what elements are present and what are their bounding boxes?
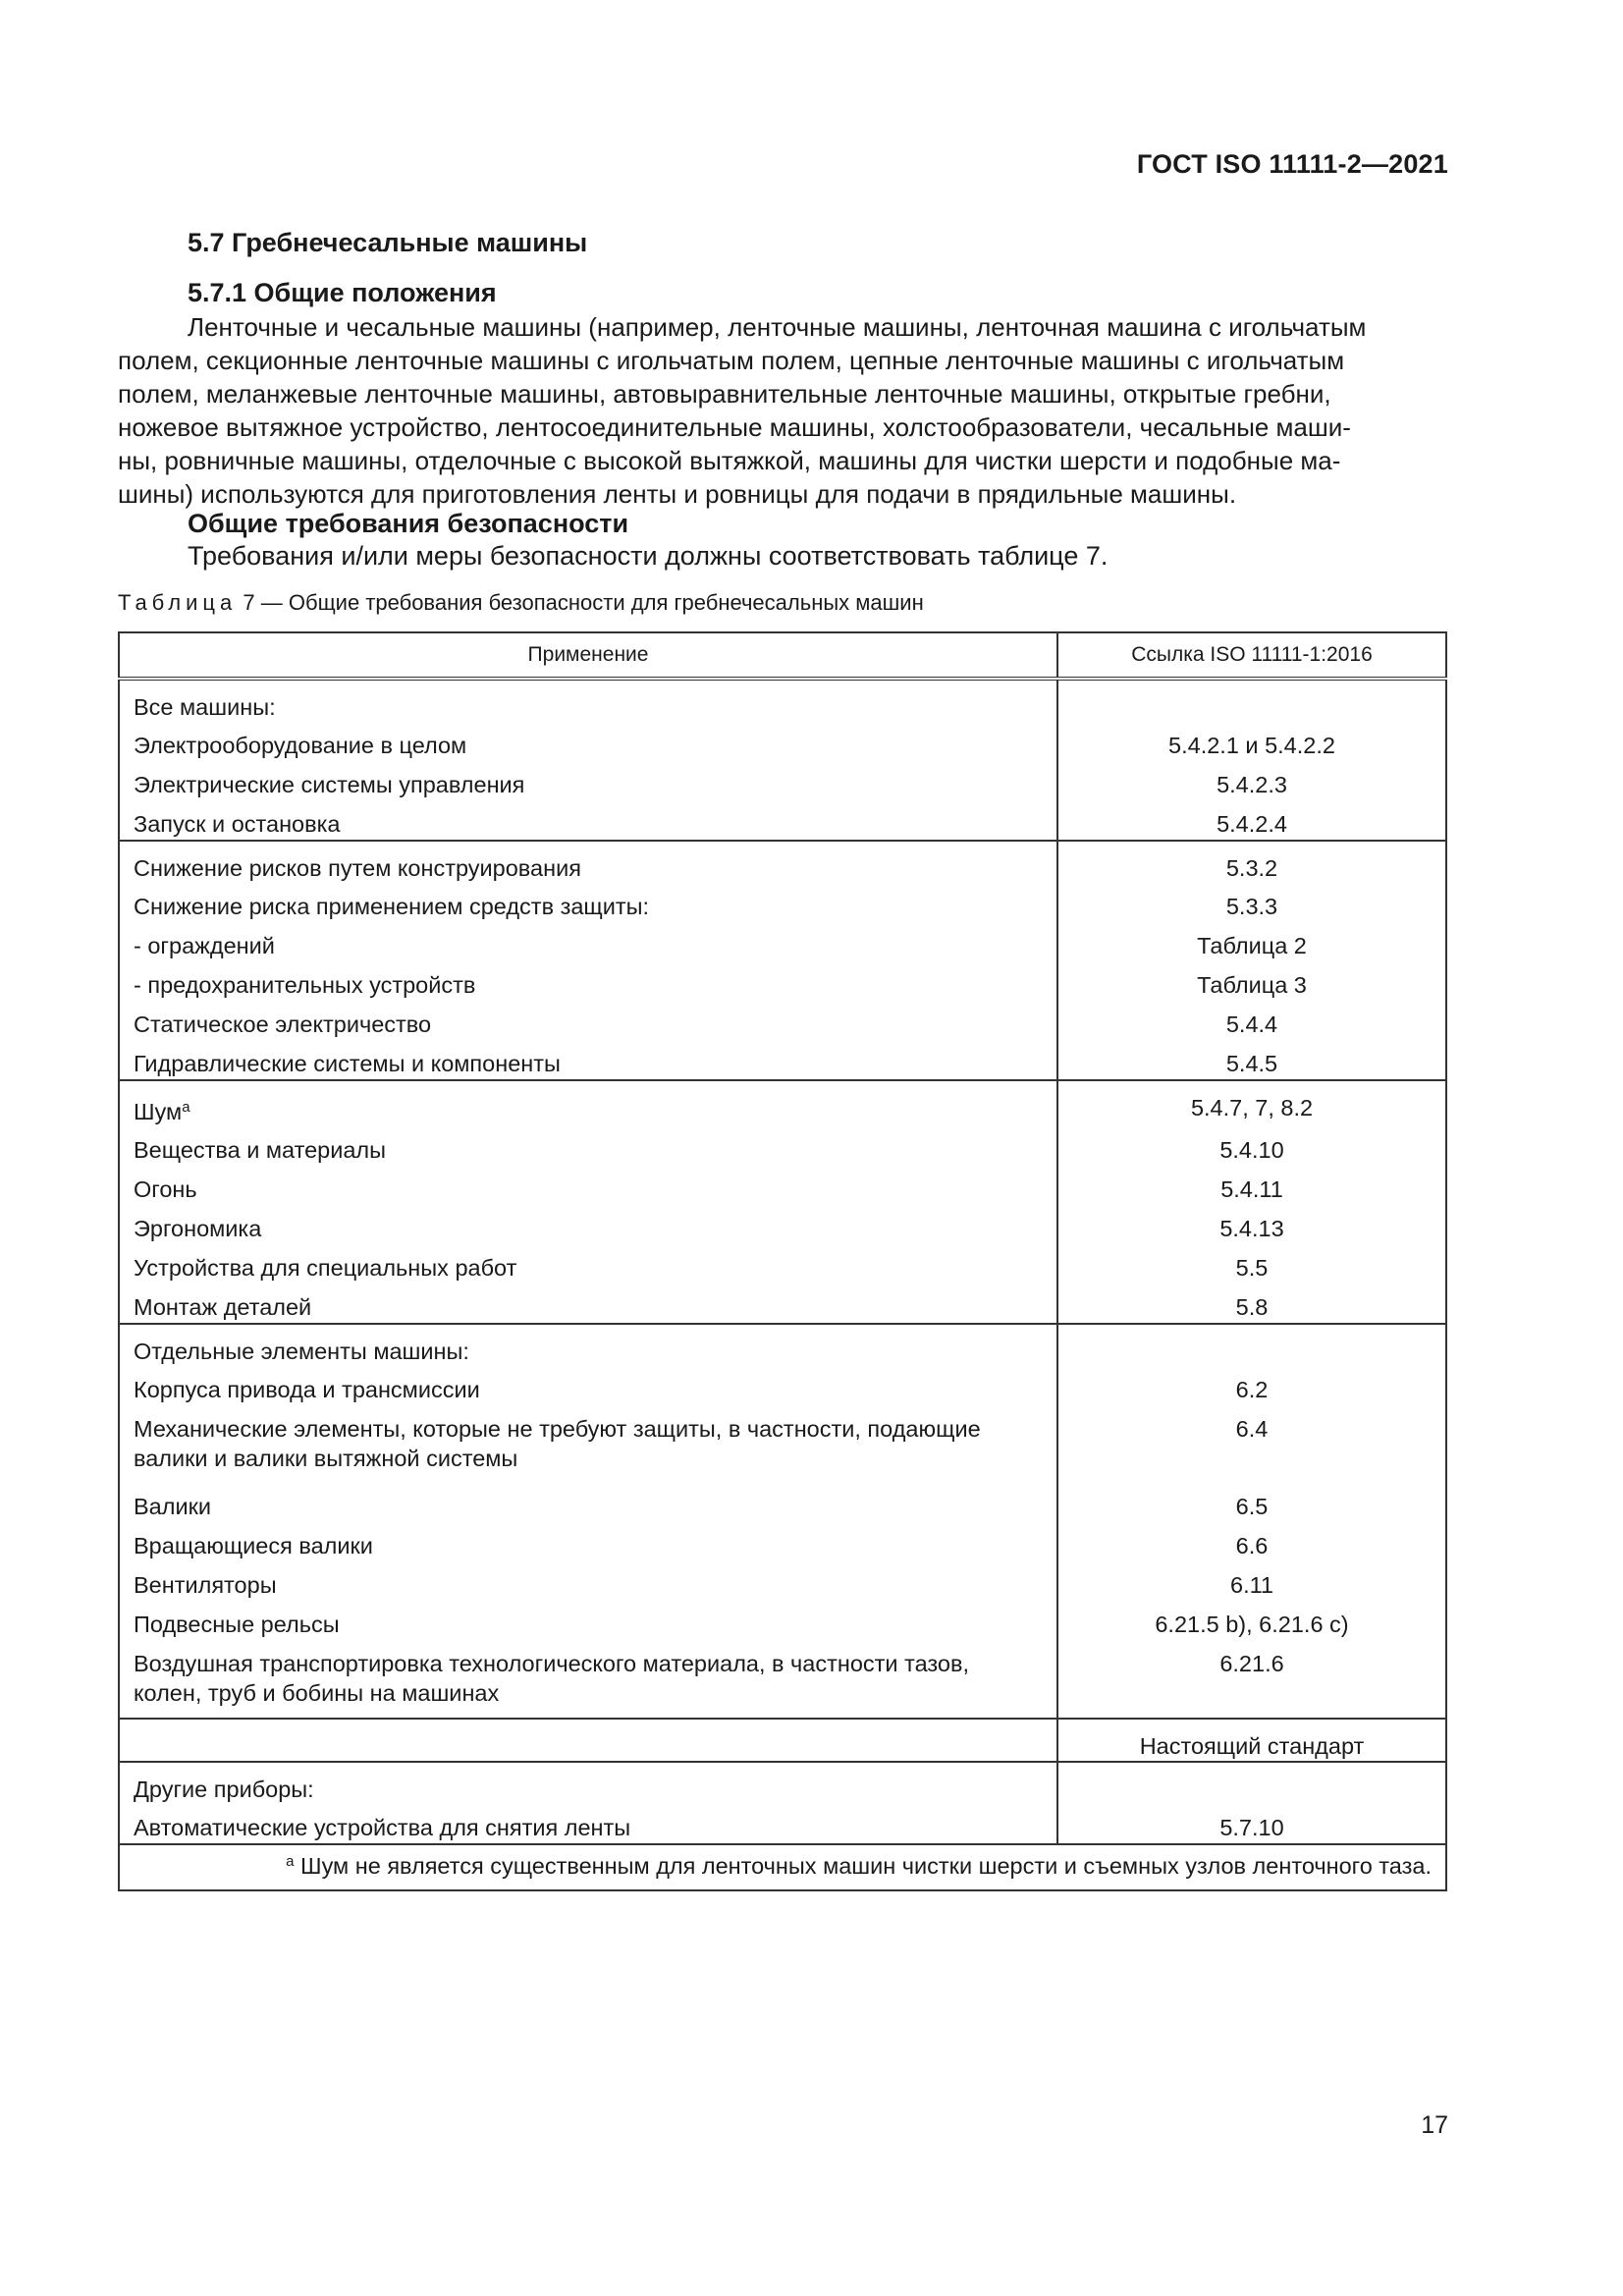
cell-application-content [120,681,1056,722]
paragraph-line: шины) используются для приготовления ленты и ровницы для подачи в прядильные машины. [118,479,1237,509]
table-caption-text: 7 — Общие требования безопасности для гребнечесальных машин [243,590,924,615]
reference-text: 6.2 [1235,1377,1269,1402]
cell-application [119,1640,1057,1719]
cell-reference [1057,883,1446,922]
application-text: Монтаж деталей [134,1294,312,1320]
cell-application [119,1001,1057,1040]
application-text: Валики [134,1494,211,1519]
cell-reference [1057,1366,1446,1405]
cell-application [119,679,1057,722]
cell-reference [1057,1284,1446,1324]
paragraph-line: полем, меланжевые ленточные машины, автовыравнительные ленточные машины, открытые гребни, [118,379,1331,409]
table-row [119,1640,1446,1719]
application-text: Снижение рисков путем конструирования [134,855,581,881]
cell-application [119,722,1057,761]
table-group [119,679,1446,841]
application-text: Устройства для специальных работ [134,1255,517,1281]
reference-text: Настоящий стандарт [1139,1733,1365,1759]
cell-application [119,1483,1057,1522]
table-row [119,1762,1446,1804]
application-text: Эргономика [134,1216,262,1241]
application-text: Запуск и остановка [134,811,341,837]
cell-application [119,1804,1057,1844]
cell-reference [1057,1719,1446,1762]
table-footnote-group [119,1844,1446,1890]
cell-application-content [120,1081,1056,1126]
cell-application-content [120,1040,1056,1079]
cell-application [119,841,1057,883]
table-group [119,1762,1446,1844]
cell-reference [1057,1601,1446,1640]
safety-heading: Общие требования безопасности [188,509,629,538]
application-text: Электрические системы управления [134,772,525,797]
table-row [119,1324,1446,1366]
cell-application [119,961,1057,1001]
column-header-application: Применение [119,632,1057,679]
cell-reference [1057,1080,1446,1126]
section-title: 5.7 Гребнечесальные машины [188,228,588,257]
application-text: Вращающиеся валики [134,1533,373,1558]
application-text: - ограждений [134,933,275,958]
cell-application [119,883,1057,922]
application-text: Огонь [134,1176,197,1202]
reference-text: 6.21.6 [1219,1651,1284,1676]
cell-application-content [120,1284,1056,1323]
reference-text: 5.4.10 [1219,1137,1284,1163]
table-row [119,1804,1446,1844]
reference-text: 5.4.2.3 [1217,772,1287,797]
cell-reference [1057,922,1446,961]
column-header-reference: Ссылка ISO 11111-1:2016 [1057,632,1446,679]
application-text: Шум [134,1099,183,1124]
cell-reference [1057,1205,1446,1244]
cell-application-content [120,1001,1056,1040]
cell-application [119,1522,1057,1561]
page-number: 17 [1421,2111,1448,2139]
cell-application-content [120,722,1056,761]
cell-application [119,1166,1057,1205]
cell-application-content [120,1405,1056,1483]
cell-reference [1057,1640,1446,1719]
cell-application-content [120,1640,1056,1718]
cell-application [119,1719,1057,1762]
cell-application-content [120,842,1056,883]
cell-application [119,1080,1057,1126]
paragraph-line: ны, ровничные машины, отделочные с высокой вытяжкой, машины для чистки шерсти и подобные ма- [118,446,1341,475]
application-text: Воздушная транспортировка технологического материала, в частности тазов, колен, труб и бобины на машинах [134,1651,969,1706]
table-row [119,1522,1446,1561]
intro-paragraph [118,310,1447,511]
reference-text: 5.4.2.1 и 5.4.2.2 [1168,733,1335,758]
footnote-text: Шум не является существенным для ленточных машин чистки шерсти и съемных узлов ленточного таза. [300,1853,1432,1879]
reference-text: 5.7.10 [1219,1815,1284,1840]
cell-application [119,1040,1057,1080]
cell-application [119,1601,1057,1640]
application-text: Корпуса привода и трансмиссии [134,1377,480,1402]
table-row [119,1080,1446,1126]
footnote-marker: a [182,1099,190,1116]
application-text: Отдельные элементы машины: [134,1339,469,1364]
cell-reference [1057,1126,1446,1166]
cell-reference [1057,1166,1446,1205]
reference-text [1058,1325,1445,1364]
cell-application-content [120,1325,1056,1366]
cell-application-content [120,922,1056,961]
cell-application [119,1762,1057,1804]
table-group [119,1324,1446,1719]
reference-text [1058,1763,1445,1802]
table-row [119,1284,1446,1324]
application-text: Подвесные рельсы [134,1612,340,1637]
cell-application [119,1244,1057,1284]
cell-application-content [120,1205,1056,1244]
cell-application-content [120,1522,1056,1561]
cell-application-content [120,1366,1056,1405]
reference-text: 5.4.2.4 [1217,811,1287,837]
application-text: Снижение риска применением средств защиты: [134,894,650,919]
table-row [119,1001,1446,1040]
table-row [119,922,1446,961]
reference-text: 5.8 [1235,1294,1269,1320]
cell-reference [1057,761,1446,800]
cell-reference [1057,1001,1446,1040]
table-row [119,679,1446,722]
cell-reference [1057,961,1446,1001]
paragraph-line: полем, секционные ленточные машины с игольчатым полем, цепные ленточные машины с игольчатым [118,346,1345,375]
cell-application [119,800,1057,841]
table-row [119,761,1446,800]
cell-application [119,1126,1057,1166]
cell-application-content [120,761,1056,800]
reference-text: 5.4.4 [1225,1011,1278,1037]
subsection-title: 5.7.1 Общие положения [188,278,497,307]
cell-application-content [120,961,1056,1001]
application-text: Вентиляторы [134,1572,277,1598]
table-footnote [119,1844,1446,1890]
table-group [119,1719,1446,1762]
cell-application-content [120,1126,1056,1166]
cell-application [119,761,1057,800]
table-header-row [119,632,1446,679]
table-group [119,1080,1446,1324]
reference-text: 5.4.7, 7, 8.2 [1190,1095,1314,1121]
table-row [119,883,1446,922]
table-row [119,722,1446,761]
cell-application-content [120,1561,1056,1601]
table-row [119,1366,1446,1405]
cell-application [119,922,1057,961]
paragraph-line: Ленточные и чесальные машины (например, ленточные машины, ленточная машина с игольчатым [188,312,1367,342]
cell-reference [1057,722,1446,761]
application-text: Другие приборы: [134,1777,314,1802]
table-row [119,1483,1446,1522]
application-text: Автоматические устройства для снятия ленты [134,1815,631,1840]
table-caption-label: Таблица [118,590,238,615]
cell-reference [1057,679,1446,722]
cell-reference [1057,841,1446,883]
cell-application-content [120,1244,1056,1284]
document-header: ГОСТ ISO 11111-2—2021 [1136,149,1448,179]
cell-reference [1057,1483,1446,1522]
application-text: Электрооборудование в целом [134,733,467,758]
cell-reference [1057,1522,1446,1561]
cell-reference [1057,1324,1446,1366]
table-row [119,1405,1446,1483]
reference-text: Таблица 3 [1197,972,1307,998]
cell-application [119,1324,1057,1366]
application-text: - предохранительных устройств [134,972,476,998]
safety-requirements-table [118,631,1447,1891]
table-row [119,1166,1446,1205]
reference-text: 5.4.13 [1219,1216,1284,1241]
cell-application [119,1205,1057,1244]
cell-application [119,1561,1057,1601]
reference-text: 6.11 [1230,1572,1273,1598]
cell-application-content [120,1804,1056,1843]
cell-application-content [120,1720,1056,1759]
cell-reference [1057,800,1446,841]
table-row [119,1205,1446,1244]
cell-application-content [120,1601,1056,1640]
reference-text: 6.5 [1235,1494,1269,1519]
table-row [119,1244,1446,1284]
cell-reference [1057,1762,1446,1804]
application-text: Гидравлические системы и компоненты [134,1051,561,1076]
table-row [119,1601,1446,1640]
reference-text: 6.4 [1235,1416,1269,1442]
cell-application [119,1284,1057,1324]
application-text: Все машины: [134,694,276,720]
table-row [119,1719,1446,1762]
cell-application-content [120,883,1056,922]
reference-text: Таблица 2 [1197,933,1307,958]
table-caption [118,590,924,616]
reference-text: 5.4.5 [1225,1051,1278,1076]
cell-reference [1057,1244,1446,1284]
cell-reference [1057,1040,1446,1080]
table-row [119,1040,1446,1080]
cell-application-content [120,1763,1056,1804]
reference-text: 5.3.2 [1225,855,1278,881]
application-text: Вещества и материалы [134,1137,387,1163]
reference-text: 6.6 [1235,1533,1269,1558]
safety-text: Требования и/или меры безопасности должны соответствовать таблице 7. [188,541,1109,571]
cell-application-content [120,1483,1056,1522]
table-row [119,800,1446,841]
cell-application [119,1366,1057,1405]
cell-reference [1057,1804,1446,1844]
application-text: Механические элементы, которые не требуют защиты, в частности, подающие валики и валики вытяжной системы [134,1416,981,1471]
cell-reference [1057,1561,1446,1601]
reference-text [1058,681,1445,720]
paragraph-line: ножевое вытяжное устройство, лентосоединительные машины, холстообразователи, чесальные маши- [118,412,1351,442]
reference-text: 5.4.11 [1220,1176,1283,1202]
table-row [119,1561,1446,1601]
reference-text: 6.21.5 b), 6.21.6 c) [1155,1612,1349,1637]
cell-application-content [120,800,1056,840]
reference-text: 5.5 [1235,1255,1269,1281]
cell-application [119,1405,1057,1483]
table-row [119,1126,1446,1166]
footnote-marker: a [286,1853,295,1870]
footnote-row [119,1844,1446,1890]
cell-application-content [120,1166,1056,1205]
table-group [119,841,1446,1080]
cell-reference [1057,1405,1446,1483]
application-text: Статическое электричество [134,1011,432,1037]
table-row [119,961,1446,1001]
reference-text: 5.3.3 [1225,894,1278,919]
table-row [119,841,1446,883]
